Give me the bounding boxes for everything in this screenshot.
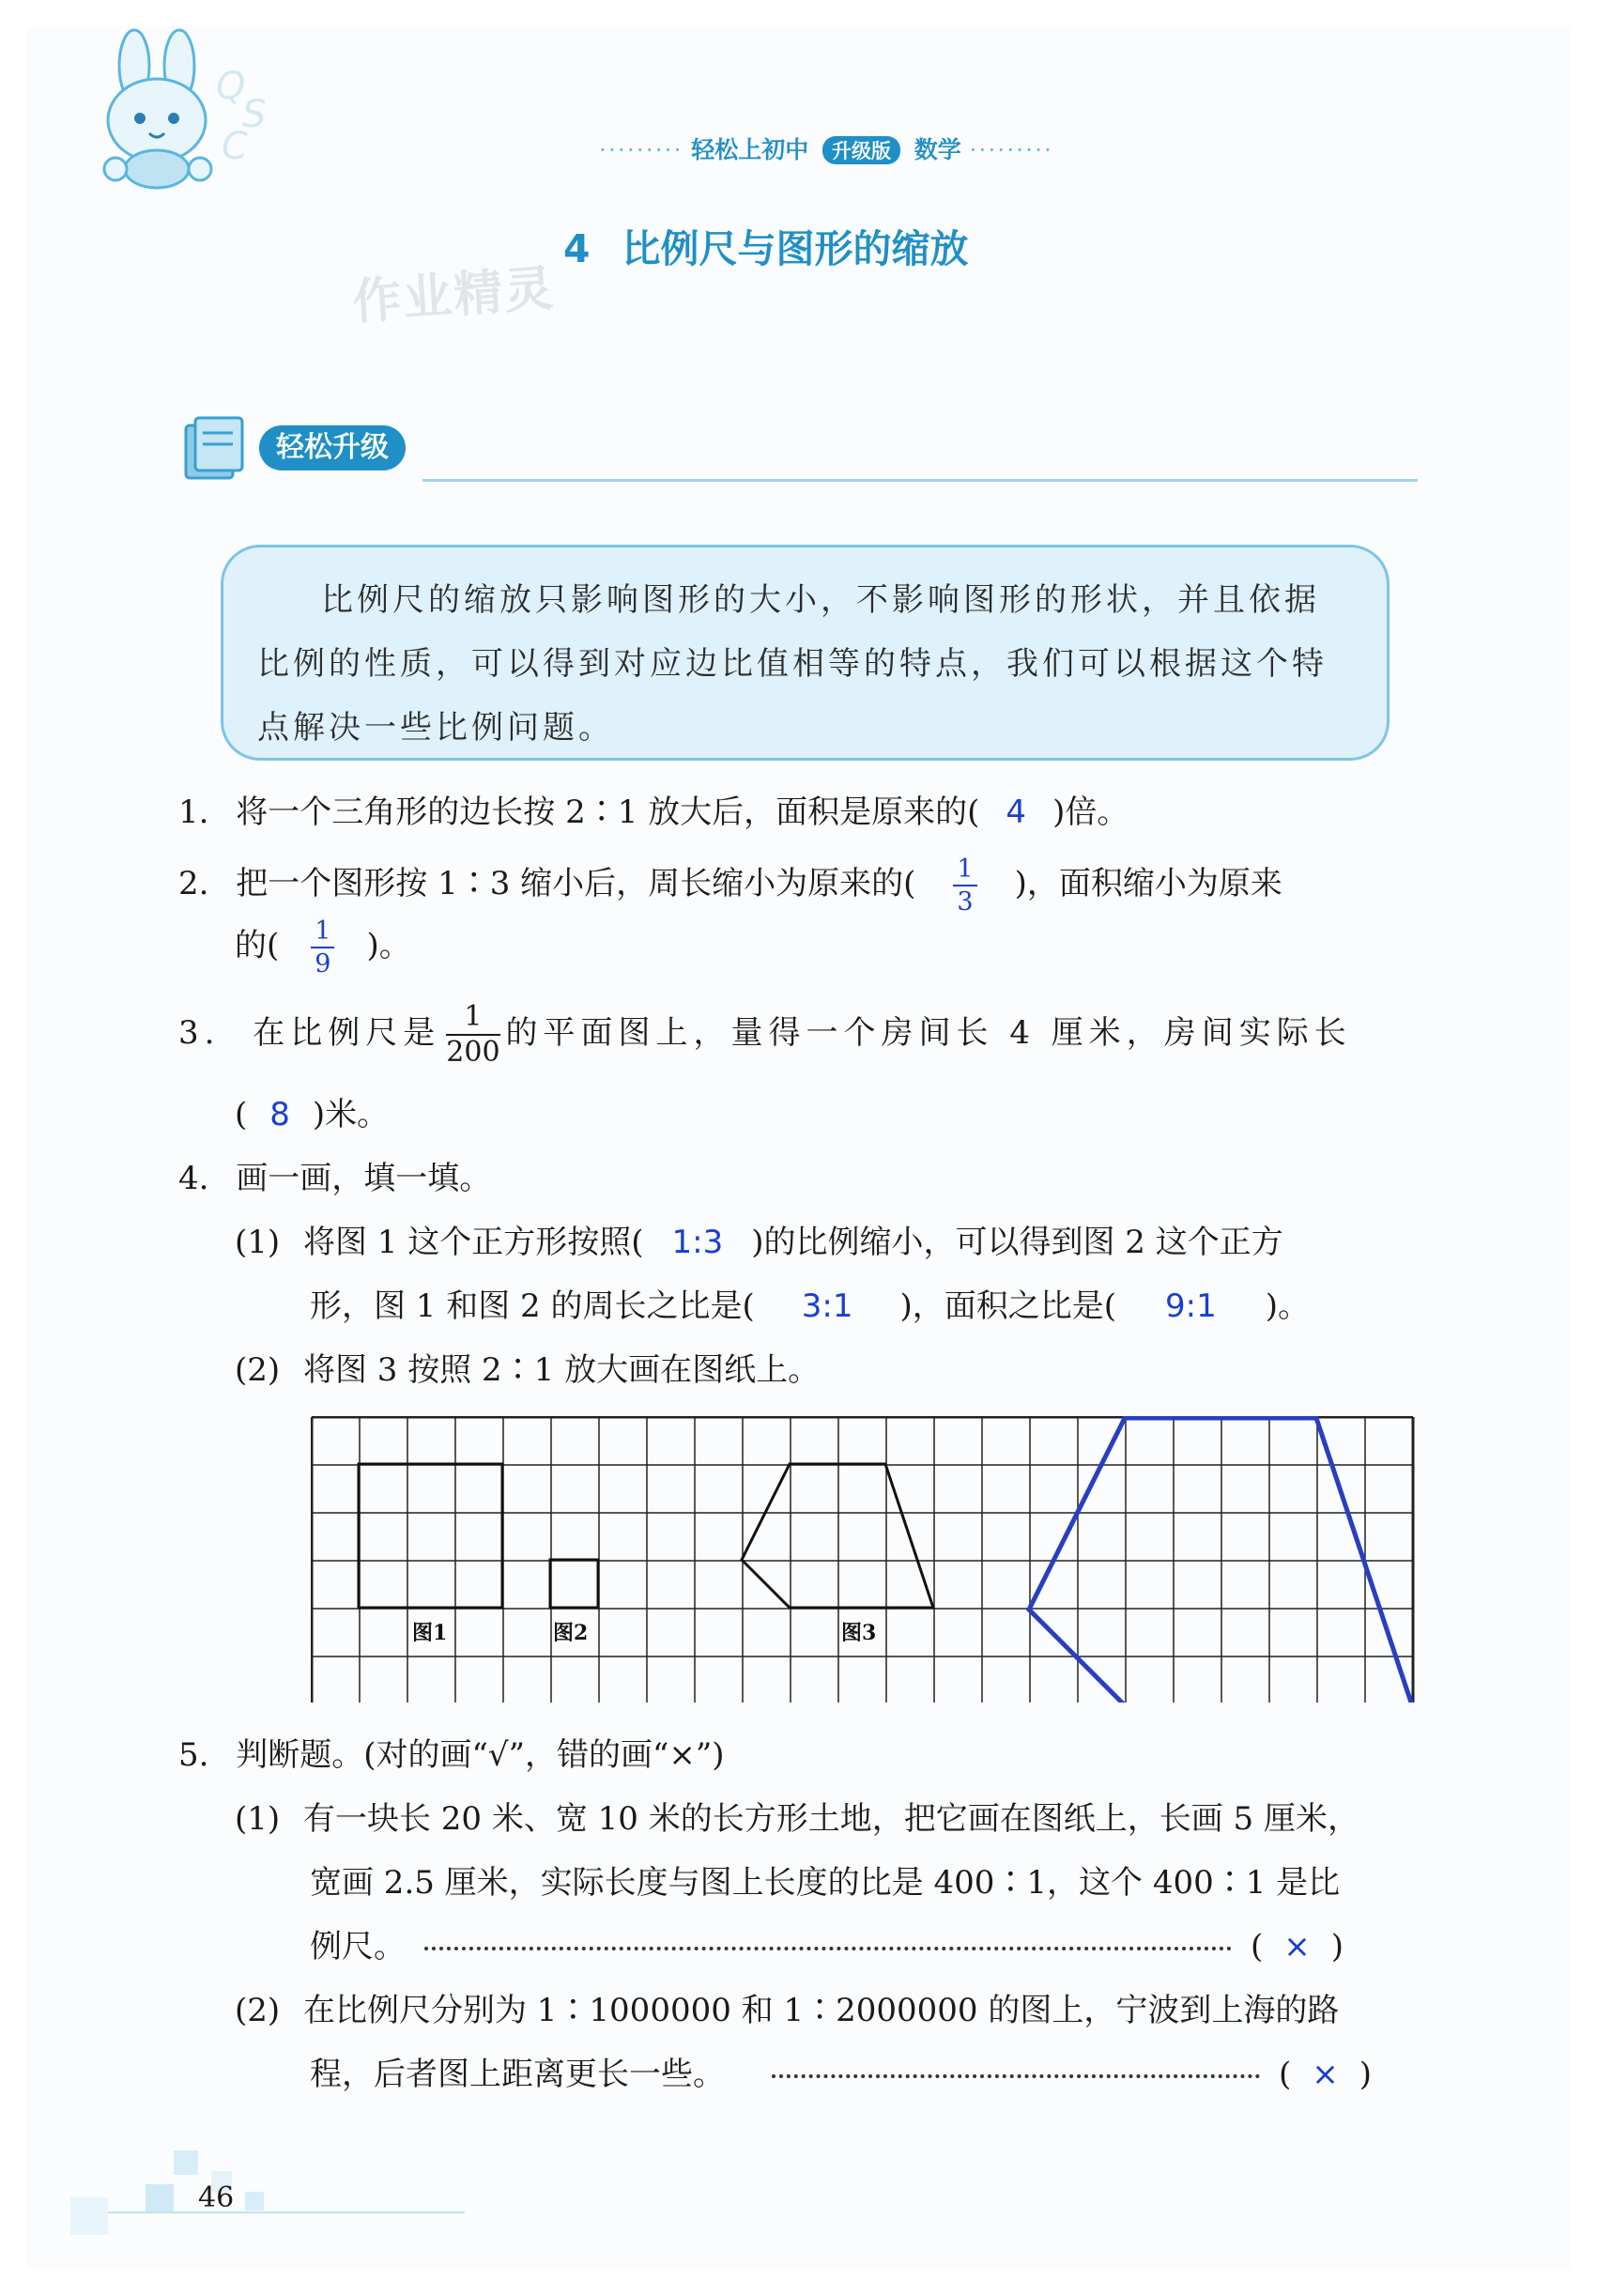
question-text: 程，后者图上距离更长一些。 bbox=[310, 2056, 725, 2093]
figure-2-label: 图2 bbox=[553, 1621, 589, 1645]
question-5-2 bbox=[235, 1989, 1339, 2032]
question-text-mid: )的比例缩小，可以得到图 2 这个正方 bbox=[751, 1224, 1283, 1261]
question-text-end: )。 bbox=[1265, 1287, 1310, 1325]
fraction-numerator: 1 bbox=[311, 918, 334, 948]
question-text: 将图 3 按照 2∶1 放大画在图纸上。 bbox=[302, 1351, 821, 1389]
question-number: 5. bbox=[178, 1736, 209, 1774]
question-text: ( bbox=[235, 1096, 248, 1133]
question-3 bbox=[178, 1000, 1352, 1069]
question-number: 1. bbox=[178, 794, 209, 831]
question-4-2 bbox=[235, 1348, 820, 1392]
question-text: 有一块长 20 米、宽 10 米的长方形土地，把它画在图纸上，长画 5 厘米， bbox=[302, 1800, 1359, 1838]
section-banner bbox=[178, 408, 1427, 484]
question-text: 画一画，填一填。 bbox=[236, 1160, 492, 1197]
figure-1-square bbox=[359, 1464, 502, 1608]
answer-field: 3:1 bbox=[801, 1287, 853, 1325]
grid-lines bbox=[312, 1417, 1413, 1703]
question-text-end: )米。 bbox=[312, 1096, 390, 1133]
question-4-1-line-2 bbox=[310, 1285, 1310, 1328]
question-text: 在比例尺是 bbox=[253, 1014, 441, 1052]
answer-field: × bbox=[1283, 1928, 1311, 1965]
question-text: 形，图 1 和图 2 的周长之比是( bbox=[310, 1287, 755, 1325]
book-icon bbox=[178, 408, 253, 484]
section-label: 轻松升级 bbox=[259, 425, 406, 470]
fraction-denominator: 3 bbox=[957, 887, 974, 917]
page-number: 46 bbox=[198, 2181, 235, 2214]
question-5 bbox=[178, 1734, 724, 1777]
question-4 bbox=[178, 1157, 491, 1200]
series-badge: 升级版 bbox=[822, 136, 900, 164]
question-4-1 bbox=[235, 1221, 1283, 1264]
sub-question-label: (1) bbox=[235, 1224, 281, 1261]
question-text-end: )。 bbox=[366, 927, 411, 964]
section-rule bbox=[422, 479, 1418, 482]
question-text: 将一个三角形的边长按 2∶1 放大后，面积是原来的( bbox=[236, 794, 980, 831]
question-text-mid: )，面积缩小为原来 bbox=[1014, 865, 1282, 902]
question-text: 在比例尺分别为 1∶1000000 和 1∶2000000 的图上，宁波到上海的路 bbox=[302, 1992, 1340, 2029]
answer-field: 4 bbox=[1006, 794, 1027, 831]
tip-box bbox=[221, 545, 1390, 761]
answer-fraction bbox=[311, 918, 334, 977]
question-3-line-2 bbox=[235, 1093, 389, 1136]
question-5-1-line-3 bbox=[310, 1925, 1344, 1968]
scale-fraction bbox=[446, 1000, 500, 1069]
question-2 bbox=[178, 856, 1282, 915]
question-text: 把一个图形按 1∶3 缩小后，周长缩小为原来的( bbox=[236, 865, 916, 902]
answer-fraction bbox=[953, 856, 976, 915]
question-text-mid: 的平面图上，量得一个房间长 4 厘米，房间实际长 bbox=[505, 1014, 1352, 1052]
fraction-denominator: 9 bbox=[315, 949, 331, 978]
answer-paren-close: ) bbox=[1359, 2056, 1373, 2093]
series-prefix: 轻松上初中 bbox=[691, 136, 809, 163]
fraction-denominator: 200 bbox=[446, 1036, 500, 1069]
sub-question-label: (2) bbox=[235, 1992, 281, 2029]
question-text: 判断题。(对的画“√”，错的画“×”) bbox=[236, 1736, 725, 1774]
question-5-1-line-2 bbox=[310, 1861, 1340, 1904]
question-text-mid: )，面积之比是( bbox=[899, 1287, 1117, 1325]
dot-leader bbox=[772, 2074, 1260, 2078]
grid-figure bbox=[311, 1416, 1419, 1703]
answer-field: × bbox=[1312, 2056, 1339, 2093]
lesson-title bbox=[563, 218, 1052, 273]
watermark: 作业精灵 bbox=[350, 260, 558, 331]
svg-text:S: S bbox=[242, 93, 267, 136]
tip-text: 比例尺的缩放只影响图形的大小，不影响图形的形状，并且依据比例的性质，可以得到对应边比值相等的特点，我们可以根据这个特点解决一些比例问题。 bbox=[257, 581, 1328, 747]
dot-leader bbox=[424, 1947, 1232, 1950]
sub-question-label: (1) bbox=[235, 1800, 281, 1838]
answer-field: 1:3 bbox=[671, 1224, 724, 1261]
sub-question-label: (2) bbox=[235, 1351, 281, 1389]
question-5-2-line-2 bbox=[310, 2053, 1372, 2096]
answer-field: 9:1 bbox=[1165, 1287, 1217, 1325]
question-text: 例尺。 bbox=[310, 1928, 406, 1965]
question-number: 3. bbox=[178, 1014, 221, 1052]
lesson-number: 4 bbox=[563, 226, 591, 271]
question-text: 的( bbox=[235, 927, 280, 964]
question-text: 将图 1 这个正方形按照( bbox=[302, 1224, 644, 1261]
question-text-end: )倍。 bbox=[1052, 794, 1129, 831]
question-2-line-2 bbox=[235, 918, 411, 977]
answer-paren-open: ( bbox=[1279, 2056, 1292, 2093]
question-5-1 bbox=[235, 1797, 1359, 1841]
brand-logo-icon bbox=[216, 61, 347, 164]
question-1 bbox=[178, 791, 1129, 834]
figure-3-shape bbox=[742, 1464, 933, 1608]
svg-text:Q: Q bbox=[216, 65, 246, 108]
series-subject: 数学 bbox=[914, 136, 961, 163]
question-number: 2. bbox=[178, 865, 209, 902]
answer-paren-close: ) bbox=[1330, 1928, 1344, 1965]
answer-paren-open: ( bbox=[1251, 1928, 1264, 1965]
question-number: 4. bbox=[178, 1160, 209, 1197]
question-text: 宽画 2.5 厘米，实际长度与图上长度的比是 400∶1，这个 400∶1 是比 bbox=[310, 1864, 1341, 1902]
footer-decoration-icon bbox=[70, 2150, 465, 2235]
fraction-numerator: 1 bbox=[953, 856, 976, 886]
svg-text:C: C bbox=[222, 125, 248, 164]
figure-2-square bbox=[550, 1560, 598, 1608]
bunny-mascot-icon bbox=[89, 28, 230, 193]
series-header: ········· 轻松上初中 升级版 数学 ········· bbox=[599, 136, 1053, 163]
figure-3-label: 图3 bbox=[841, 1621, 877, 1645]
figure-1-label: 图1 bbox=[412, 1621, 448, 1645]
answer-field: 8 bbox=[269, 1096, 290, 1133]
fraction-numerator: 1 bbox=[446, 1003, 499, 1036]
lesson-title-text: 比例尺与图形的缩放 bbox=[622, 226, 969, 271]
